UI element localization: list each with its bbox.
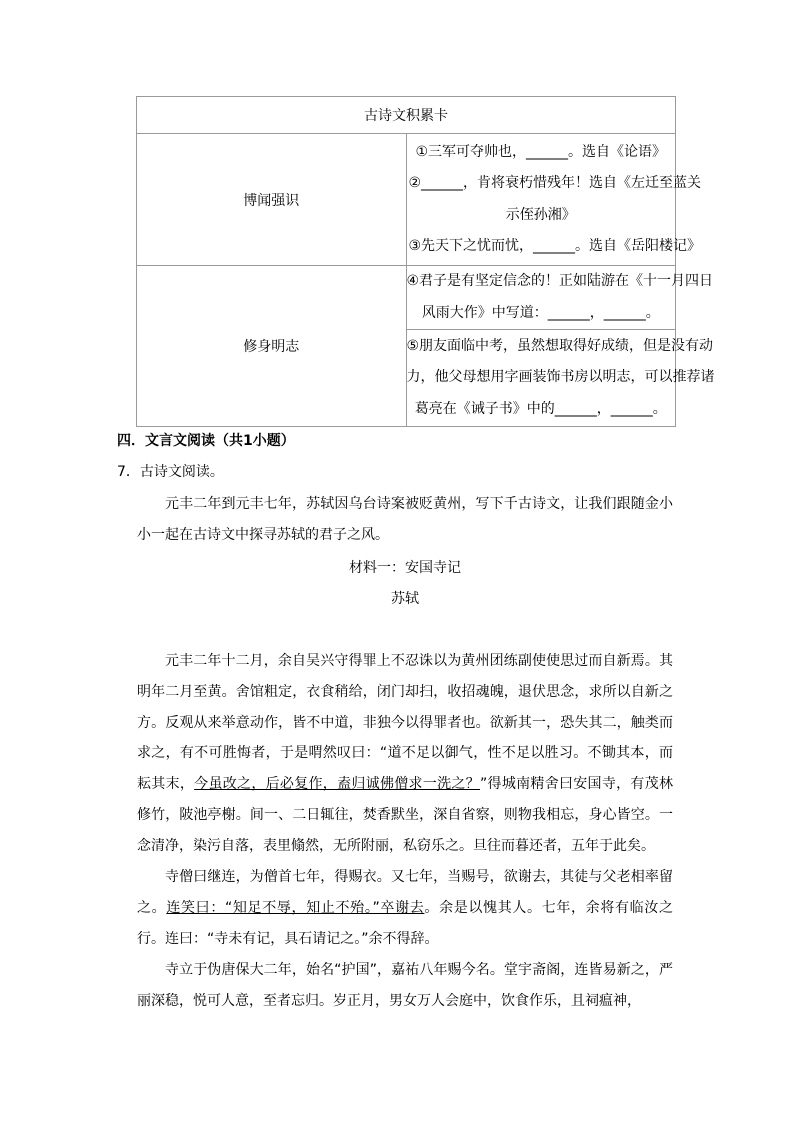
author-name: 苏轼 (391, 591, 419, 607)
card-title: 古诗文积累卡 (137, 97, 676, 134)
card-line: ①三军可夺帅也，______。选自《论语》 (415, 143, 667, 160)
passage-text: 。余是以愧其人。七年，余将有临汝之行。连曰：“寺未有记，具石请记之。”余不得辞。 (137, 899, 673, 947)
passage-paragraph-2 (137, 862, 673, 954)
card-line: ③先天下之忧而忧，______。选自《岳阳楼记》 (408, 238, 702, 254)
card-line: ②______，肯将衰朽惜残年！选自《左迁至蓝关 (408, 175, 702, 191)
passage-paragraph-3: 寺立于伪唐保大二年，始名“护国”，嘉祐八年赐今名。堂宇斋阁，连皆易新之，严丽深稳，悦可人意，至者忘归。岁正月，男女万人会庭中，饮食作乐，且祠瘟神， (137, 962, 673, 1009)
category-xiushen: 修身明志 (137, 266, 407, 427)
card-line: 示侄孙湘》 (505, 206, 576, 223)
passage-text: ”得城南精舍曰安国寺，有茂林修竹，陂池亭榭。间一、二日辄往，焚香默坐，深自省察，则物我相忘，身心皆空。一念清净，染污自落，表里翛然，无所附丽，私窃乐之。旦往而暮还者，五年于此矣。 (137, 776, 674, 854)
category-bowen: 博闻强识 (137, 134, 407, 266)
passage-text: 元丰二年十二月，余自吴兴守得罪上不忍诛以为黄州团练副使使思过而自新焉。其明年二月至黄。舍馆粗定，衣食稍给，闭门却扫，收招魂魄，退伏思念，求所以自新之方。反观从来举意动作，皆不中道，非独今以得罪者也。欲新其一，恐失其二，触类而求之，有不可胜悔者，于是喟然叹曰：“道不足以御气，性不足以胜习。不锄其本，而耘其末， (137, 653, 673, 793)
section-heading: 四．文言文阅读（共1小题） (117, 433, 295, 449)
card-line: 葛亮在《诫子书》中的______，______。 (414, 400, 667, 417)
card-line: ⑤朋友面临中考，虽然想取得好成绩，但是没有动 (406, 337, 714, 354)
card-cell-zhugeliang (406, 330, 715, 427)
card-line: 力，他父母想用字画装饰书房以明志，可以推荐诸 (406, 369, 715, 386)
card-cell-luyou (406, 266, 714, 330)
card-line: ④君子是有坚定信念的！正如陆游在《十一月四日 (406, 273, 714, 289)
material-title: 材料一：安国寺记 (349, 560, 461, 576)
intro-paragraph: 元丰二年到元丰七年，苏轼因乌台诗案被贬黄州，写下千古诗文，让我们跟随金小小一起在古诗文中探寻苏轼的君子之风。 (137, 496, 673, 543)
underlined-sentence: 今虽改之，后必复作，盍归诚佛僧求一洗之？ (194, 776, 480, 793)
card-cell-bowen (406, 134, 702, 266)
underlined-sentence: 连笑曰：“知足不辱，知止不殆。”卒谢去 (166, 899, 425, 916)
question-label: 7．古诗文阅读。 (117, 464, 224, 480)
accumulation-card-table (136, 96, 715, 427)
passage-paragraph-1 (137, 646, 673, 862)
passage-text: 寺僧曰继连，为僧首七年，得赐衣。又七年，当赐号，欲谢去，其徒与父老相率留之。 (137, 869, 673, 916)
card-line: 风雨大作》中写道：______，______。 (421, 304, 660, 321)
